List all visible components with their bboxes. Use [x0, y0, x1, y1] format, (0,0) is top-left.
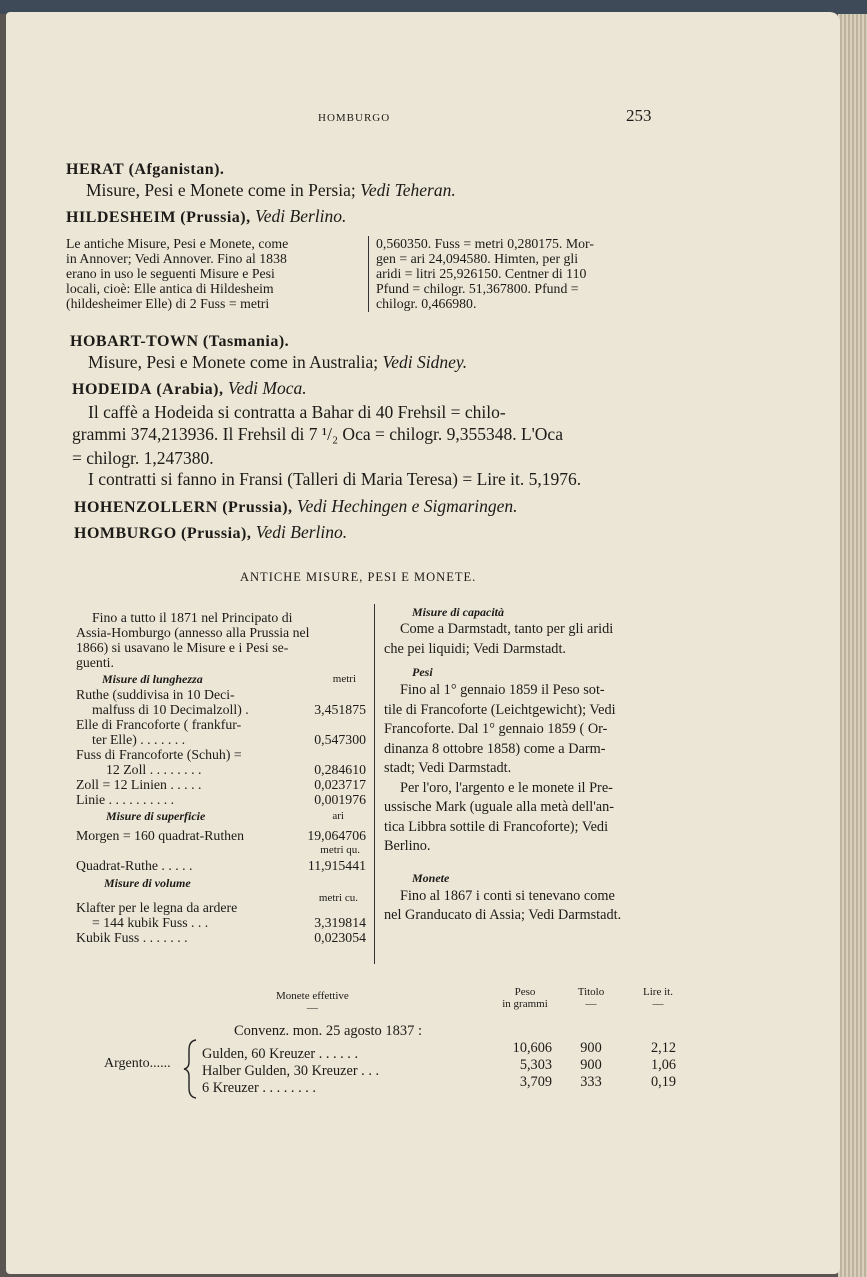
subheading: Misure di superficie: [106, 809, 206, 823]
text-line: gen = ari 24,094580. Himten, per gli: [376, 251, 579, 266]
entry-ref: Vedi Berlino.: [255, 206, 347, 226]
measure-row: [76, 828, 366, 843]
left-column: [76, 610, 366, 945]
measure-line: malfuss di 10 Decimalzoll) .: [92, 702, 249, 717]
brace-icon: [182, 1038, 198, 1100]
subheading: Misure di capacità: [412, 605, 504, 619]
subheading-row: [76, 672, 366, 687]
text-line: chilogr. 0,466980.: [376, 296, 477, 311]
unit-label: metri: [332, 673, 356, 685]
entry-ref: Vedi Teheran.: [360, 180, 456, 200]
subheading-row: [76, 809, 366, 824]
coins-header-label: [276, 990, 349, 1014]
entry-hodeida-heading: [72, 378, 307, 399]
measure-value: 0,001976: [314, 792, 366, 807]
unit-label: metri qu.: [320, 844, 360, 856]
text-line: dinanza 8 ottobre 1858) come a Darm-: [384, 740, 606, 757]
coin-peso: 3,709: [519, 1074, 552, 1090]
measure-line: Ruthe (suddivisa in 10 Deci-: [76, 687, 235, 702]
coins-convention: Convenz. mon. 25 agosto 1837 :: [234, 1023, 423, 1039]
text-line: erano in uso le seguenti Misure e Pesi: [66, 266, 275, 281]
measure-value: 0,023717: [314, 777, 366, 792]
text-line: Francoforte. Dal 1° gennaio 1859 ( Or-: [384, 721, 608, 737]
header-text: in grammi: [502, 998, 548, 1010]
entry-ref: Vedi Sidney.: [382, 352, 468, 372]
entry-herat-heading: [66, 158, 224, 179]
header-text: Titolo: [577, 986, 605, 998]
running-title: HOMBURGO: [318, 112, 391, 124]
entry-region: (Prussia),: [181, 525, 252, 542]
header-dash: —: [306, 1002, 318, 1014]
entry-name: HODEIDA: [72, 381, 152, 398]
measure-line: Quadrat-Ruthe . . . . .: [76, 858, 193, 873]
subheading: Pesi: [412, 665, 433, 679]
entry-region: (Prussia),: [222, 499, 293, 516]
text-line: Per l'oro, l'argento e le monete il Pre-: [400, 779, 613, 796]
entry-text: Misure, Pesi e Monete come in Australia;: [88, 352, 379, 372]
text-line: stadt; Vedi Darmstadt.: [384, 760, 512, 776]
header-dash: —: [585, 998, 597, 1010]
coin-lire: 0,19: [650, 1074, 676, 1090]
measure-line: Fuss di Francoforte (Schuh) =: [76, 747, 242, 762]
entry-herat-text: [86, 180, 456, 201]
text-line: Il caffè a Hodeida si contratta a Bahar di 40 Frehsil = chilo-: [88, 402, 506, 422]
text-line: ussische Mark (uguale alla metà dell'an-: [384, 799, 615, 815]
coin-peso: 5,303: [519, 1057, 552, 1073]
entry-hohenzollern-heading: [74, 496, 518, 517]
measure-value: 11,915441: [307, 858, 366, 873]
text-line: Pfund = chilogr. 51,367800. Pfund =: [376, 281, 579, 296]
coin-name: Gulden, 60 Kreuzer . . . . . .: [202, 1046, 359, 1062]
measure-value: 19,064706: [307, 828, 366, 843]
text-line: (hildesheimer Elle) di 2 Fuss = metri: [66, 296, 270, 311]
text-line: 0,560350. Fuss = metri 0,280175. Mor-: [376, 236, 594, 251]
measure-line: Morgen = 160 quadrat-Ruthen: [76, 828, 245, 843]
unit-label: ari: [332, 810, 344, 822]
entry-region: (Tasmania).: [202, 333, 290, 350]
text-line: che pei liquidi; Vedi Darmstadt.: [384, 640, 566, 657]
header-text: Lire it.: [643, 986, 673, 998]
entry-hobart-heading: [70, 330, 289, 351]
entry-name: HERAT: [66, 161, 125, 178]
coins-titolo-col: [566, 1040, 616, 1091]
measure-value: 0,023054: [314, 930, 366, 945]
coin-titolo: 900: [580, 1057, 602, 1073]
coins-lire-col: [630, 1040, 676, 1091]
hildesheim-right-column: [376, 236, 594, 311]
entry-homburgo-heading: [74, 522, 347, 543]
intro-line: 1866) si usavano le Misure e i Pesi se-: [76, 640, 289, 655]
coins-header-lire: [630, 986, 686, 1010]
coin-lire: 2,12: [650, 1040, 676, 1056]
header-dash: —: [652, 998, 664, 1010]
coin-lire: 1,06: [650, 1057, 676, 1073]
coins-peso-col: [496, 1040, 552, 1091]
text-line: Come a Darmstadt, tanto per gli aridi: [400, 621, 614, 637]
coins-header-peso: [492, 986, 558, 1010]
unit-row: [76, 843, 366, 858]
text-line: locali, cioè: Elle antica di Hildesheim: [66, 281, 274, 296]
measure-row: [76, 717, 366, 747]
measure-value: 0,284610: [314, 762, 366, 777]
entry-name: HILDESHEIM: [66, 209, 176, 226]
header-text: Monete effettive: [276, 990, 349, 1002]
measure-row: [76, 858, 366, 873]
measure-line: Zoll = 12 Linien . . . . .: [76, 777, 202, 792]
text-line: in Annover; Vedi Annover. Fino al 1838: [66, 251, 287, 266]
coin-name: Halber Gulden, 30 Kreuzer . . .: [202, 1063, 380, 1079]
measure-row: [76, 792, 366, 807]
coins-names: [202, 1046, 379, 1097]
page-edges: [838, 14, 867, 1277]
text-line: tica Libbra sottile di Francoforte); Vedi: [384, 818, 609, 835]
intro-line: Assia-Homburgo (annesso alla Prussia nel: [76, 625, 310, 640]
entry-region: (Prussia),: [180, 209, 251, 226]
text-line: = chilogr. 1,247380.: [72, 448, 214, 468]
entry-region: (Afganistan).: [128, 161, 225, 178]
right-column: [384, 604, 684, 926]
entry-name: HOHENZOLLERN: [74, 499, 218, 516]
text-line: aridi = litri 25,926150. Centner di 110: [376, 266, 587, 281]
measure-value: 3,319814: [314, 915, 366, 930]
column-divider: [374, 604, 375, 964]
entry-name: HOMBURGO: [74, 525, 177, 542]
intro-line: Fino a tutto il 1871 nel Principato di: [92, 610, 293, 625]
column-divider: [368, 236, 369, 312]
measure-value: 0,547300: [314, 732, 366, 747]
intro-line: guenti.: [76, 655, 114, 670]
unit-label: metri cu.: [318, 892, 358, 904]
coin-peso: 10,606: [512, 1040, 552, 1056]
coins-header-titolo: [566, 986, 616, 1010]
entry-ref: Vedi Berlino.: [255, 522, 348, 542]
text-line: tile di Francoforte (Leichtgewicht); Vedi: [384, 701, 616, 718]
entry-name: HOBART-TOWN: [70, 333, 199, 350]
entry-ref: Vedi Moca.: [227, 378, 307, 398]
coin-titolo: 900: [580, 1040, 602, 1056]
text-line: Le antiche Misure, Pesi e Monete, come: [66, 236, 289, 251]
text-line: Berlino.: [384, 838, 431, 854]
section-title: ANTICHE MISURE, PESI E MONETE.: [240, 570, 477, 584]
page-number: 253: [626, 106, 652, 125]
measure-row: [76, 747, 366, 777]
measure-line: ter Elle) . . . . . . .: [92, 732, 186, 747]
header-text: Peso: [514, 986, 536, 998]
entry-ref: Vedi Hechingen e Sigmaringen.: [296, 496, 518, 516]
entry-region: (Arabia),: [156, 381, 224, 398]
measure-row: [76, 777, 366, 792]
coin-name: 6 Kreuzer . . . . . . . .: [202, 1080, 316, 1096]
subheading-row: [76, 876, 366, 891]
measure-line: Kubik Fuss . . . . . . .: [76, 930, 188, 945]
entry-hildesheim-heading: [66, 206, 346, 227]
measure-row: [76, 930, 366, 945]
entry-hobart-text: [88, 352, 467, 373]
hildesheim-left-column: [66, 236, 288, 311]
measure-line: = 144 kubik Fuss . . .: [92, 915, 209, 930]
subheading: Misure di lunghezza: [102, 672, 203, 686]
subheading: Misure di volume: [104, 876, 191, 890]
text-line: grammi 374,213936. Il Frehsil di 7 ¹/₂ Oca = chilogr. 9,355348. L'Oca: [72, 424, 563, 444]
text-line: Fino al 1° gennaio 1859 il Peso sot-: [400, 682, 605, 698]
coin-titolo: 333: [580, 1074, 602, 1090]
measure-line: Linie . . . . . . . . . .: [76, 792, 175, 807]
entry-text: Misure, Pesi e Monete come in Persia;: [86, 180, 356, 200]
measure-line: Elle di Francoforte ( frankfur-: [76, 717, 242, 732]
coins-group-label: Argento......: [104, 1056, 171, 1071]
text-line: nel Granducato di Assia; Vedi Darmstadt.: [384, 907, 622, 923]
text-line: I contratti si fanno in Fransi (Talleri di Maria Teresa) = Lire it. 5,1976.: [88, 469, 582, 489]
measure-line: 12 Zoll . . . . . . . .: [106, 762, 202, 777]
subheading: Monete: [412, 870, 450, 885]
measure-value: 3,451875: [314, 702, 366, 717]
text-line: Fino al 1867 i conti si tenevano come: [400, 887, 615, 904]
measure-line: Klafter per le legna da ardere: [76, 900, 238, 915]
measure-row: [76, 687, 366, 717]
